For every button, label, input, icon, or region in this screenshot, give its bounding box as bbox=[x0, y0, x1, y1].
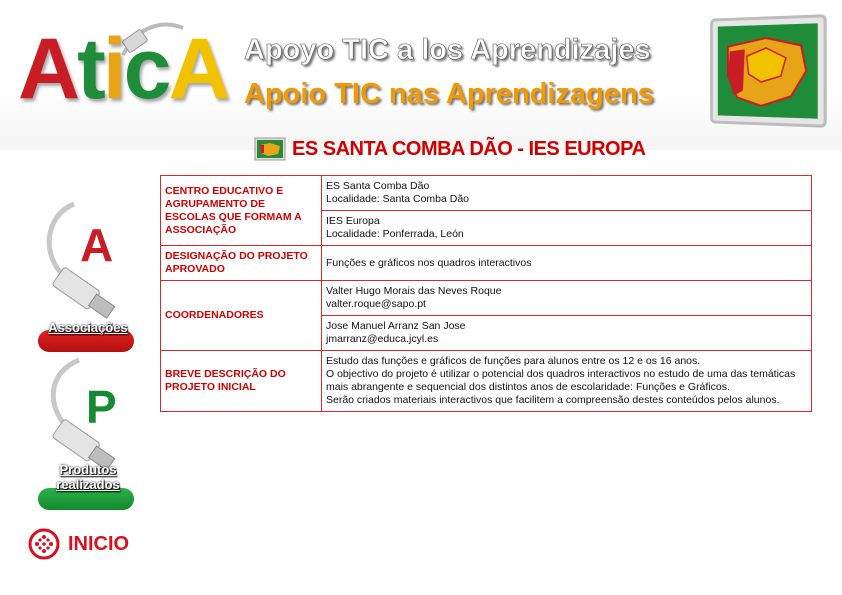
designacao-value: Funções e gráficos nos quadros interactivos bbox=[322, 246, 812, 281]
coord1-cell bbox=[322, 281, 812, 316]
iberia-map-board-icon bbox=[710, 14, 828, 129]
logo-wordmark bbox=[18, 21, 228, 117]
home-dots-icon bbox=[28, 528, 60, 560]
school1-locality: Localidade: Santa Comba Dão bbox=[326, 193, 470, 205]
school2-cell bbox=[322, 211, 812, 246]
coord2-name: Jose Manuel Arranz San Jose bbox=[326, 320, 466, 332]
table-row bbox=[161, 351, 812, 412]
descricao-p1: Estudo das funções e gráficos de funções para alunos entre os 12 e os 16 anos. bbox=[326, 355, 701, 367]
project-info-table bbox=[160, 175, 812, 412]
associacoes-button[interactable] bbox=[30, 196, 138, 356]
associacoes-label[interactable]: Associações bbox=[48, 320, 128, 335]
logo-letter: t bbox=[77, 21, 103, 117]
title-portuguese: Apoio TIC nas Aprendizagens bbox=[244, 78, 654, 110]
label-descricao: BREVE DESCRIÇÃO DO PROJETO INICIAL bbox=[161, 351, 322, 412]
school2-locality: Localidade: Ponferrada, León bbox=[326, 228, 464, 240]
label-designacao: DESIGNAÇÃO DO PROJETO APROVADO bbox=[161, 246, 322, 281]
inicio-label[interactable]: INICIO bbox=[68, 532, 130, 555]
school1-cell bbox=[322, 176, 812, 211]
produtos-realizados-button[interactable] bbox=[30, 354, 138, 514]
coord1-name: Valter Hugo Morais das Neves Roque bbox=[326, 285, 502, 297]
coord2-email[interactable]: jmarranz@educa.jcyl.es bbox=[326, 333, 439, 345]
title-spanish: Apoyo TIC a los Aprendizajes bbox=[244, 34, 651, 66]
subtitle-text: ES SANTA COMBA DÃO - IES EUROPA bbox=[292, 137, 646, 160]
logo-letter: A bbox=[168, 21, 228, 117]
school2-name: IES Europa bbox=[326, 215, 380, 227]
descricao-cell bbox=[322, 351, 812, 412]
label-coordenadores: COORDENADORES bbox=[161, 281, 322, 351]
table-row bbox=[161, 246, 812, 281]
inicio-button[interactable] bbox=[28, 528, 129, 560]
logo-letter: A bbox=[18, 21, 78, 117]
side-letter: P bbox=[86, 381, 117, 433]
side-letter: A bbox=[80, 219, 114, 271]
school-pair-subtitle bbox=[254, 136, 645, 162]
logo-letter: c bbox=[123, 21, 169, 117]
logo-letter: i bbox=[102, 21, 124, 117]
school1-name: ES Santa Comba Dão bbox=[326, 180, 430, 192]
produtos-label[interactable]: Produtos realizados bbox=[56, 462, 120, 492]
map-board-icon bbox=[254, 137, 286, 161]
table-row bbox=[161, 176, 812, 211]
coord2-cell bbox=[322, 316, 812, 351]
descricao-p3: Serão criados materiais interactivos que facilitem a compreensão destes conteúdos pelos alunos. bbox=[326, 394, 780, 406]
coord1-email[interactable]: valter.roque@sapo.pt bbox=[326, 298, 426, 310]
label-centro: CENTRO EDUCATIVO E AGRUPAMENTO DE ESCOLAS QUE FORMAM A ASSOCIAÇÃO bbox=[161, 176, 322, 246]
atica-logo[interactable] bbox=[18, 20, 228, 120]
descricao-p2: O objectivo do projeto é utilizar o potencial dos quadros interactivos no estudo de uma das temáticas mais abrangente e sequencial dos distintos anos de escolaridade: Funções e Gráficos. bbox=[326, 368, 796, 393]
table-row bbox=[161, 281, 812, 316]
